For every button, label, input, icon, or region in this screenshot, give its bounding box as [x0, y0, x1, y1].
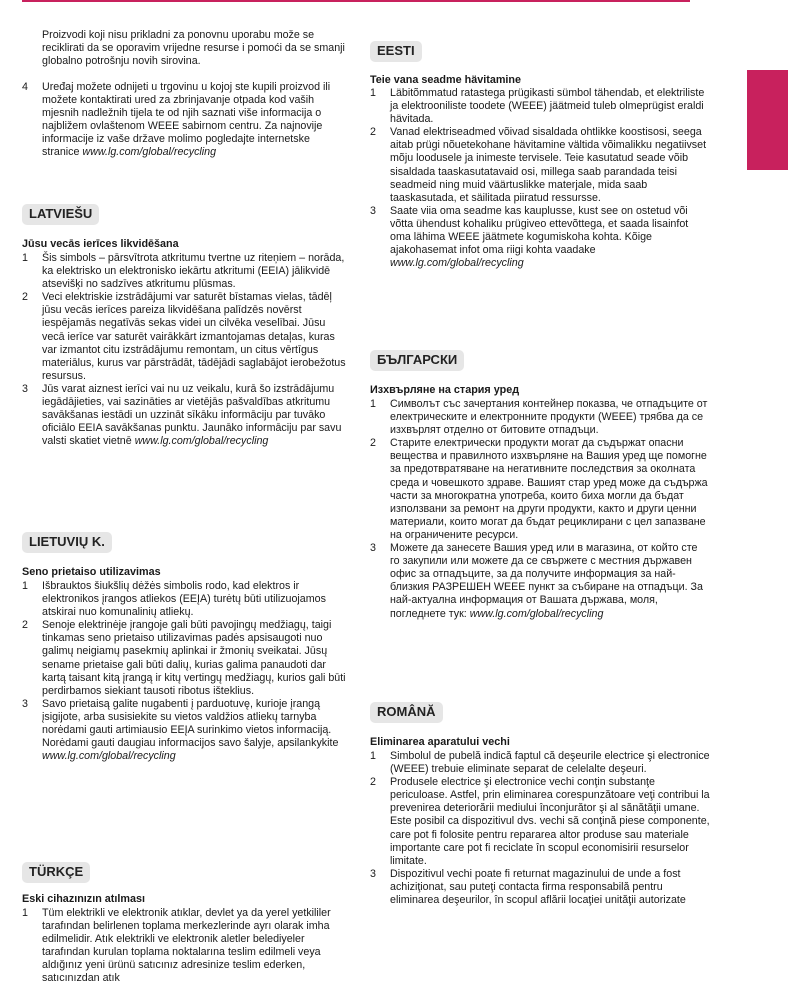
croatian-continuation [22, 29, 347, 68]
language-tab-marker [747, 70, 788, 170]
section-heading: Jūsu vecās ierīces likvidēšana [22, 238, 179, 250]
section-latvian [22, 204, 347, 448]
recycling-link[interactable]: www.lg.com/global/recycling [469, 607, 604, 620]
section-romanian [370, 702, 710, 907]
recycling-link[interactable]: www.lg.com/global/recycling [42, 750, 176, 763]
list-item: 2 Senoje elektrinėje įrangoje gali būti pavojingų medžiagų, taigi tinkamas seno prietaiso utilizavimas padės apsisaugoti nuo galimų neigiamų pasekmių aplinkai ir žmonių sveikatai. Jūsų sename prietaise gali būti dalių, kurias galima panaudoti dar kartą taisant kitą įrangą ir kitų vertingų medžiagų, kurios gali būti perdirbamos siekiant tausoti ribotus išteklius. [22, 619, 346, 697]
section-estonian [370, 41, 710, 270]
list-item: 2 Старите електрически продукти могат да съдържат опасни вещества и правилното изхвърляне на Вашия уред ще помогне за предотвратяване на негативните последствия за околната среда и човешкото здраве. Вашият стар уред може да съдържа части за многократна употреба, които биха могли да бъдат използвани за ремонт на други продукти, както и други ценни материали, които могат да бъдат рециклирани с цел запазване на ограничените ресурси. [370, 437, 708, 541]
list-item: 1 Šis simbols – pārsvītrota atkritumu tvertne uz riteņiem – norāda, ka elektrisko un elektronisko iekārtu atkritumi (EEIA) jālikvidē atsevišķi no sadzīves atkritumu plūsmas. [22, 252, 345, 291]
list-item: 3 Saate viia oma seadme kas kauplusse, kust see on ostetud või võtta ühendust kohaliku prügiveo ettevõttega, et saada lisainfot oma lähima WEEE jäätmete kogumiskoha kohta. Kõige ajakohasemat infot oma riigi kohta vaadake www.lg.com/global/recycling [370, 204, 689, 270]
section-heading: Изхвърляне на стария уред [370, 384, 520, 396]
section-bulgarian [370, 350, 710, 621]
language-badge: TÜRKÇE [22, 862, 90, 883]
croatian-item4-text: Uređaj možete odnijeti u trgovinu u kojoj ste kupili proizvod ili možete kontaktirati ured za zbrinjavanje otpada kod vaših mjesnih nadležnih tijela te od njih saznati više informacija o najbližem ovlaštenom WEEE sabirnom centru. Za najnovije informacije iz vaše države molimo pogledajte internetske stranice [42, 81, 331, 159]
language-badge: LIETUVIŲ K. [22, 532, 112, 553]
section-heading: Eliminarea aparatului vechi [370, 736, 510, 748]
section-turkish [22, 862, 347, 986]
list-item: 2 Veci elektriskie izstrādājumi var saturēt bīstamas vielas, tādēļ jūsu vecās ierīces pareiza likvidēšana palīdzēs novērst iespējamās negatīvās sekas videi un cilvēka veselībai. Jūsu vecā ierīce var saturēt vairākkārt izmantojamas detaļas, kuras var izmantot citu izstrādājumu remontam, un citus vērtīgus materiālus, kurus var pārstrādāt, tādējādi saglabājot ierobežotus resursus. [22, 291, 346, 382]
list-item: 1 Tüm elektrikli ve elektronik atıklar, devlet ya da yerel yetkililer tarafından belirlenen toplama merkezlerinde ayrı olarak imha edilmelidir. Atık elektrikli ve elektronik aletler belediyeler tarafından kurulan toplama noktalarına teslim edilmeli veya aldığınız yeni ürünü satıcınız adresinize teslim ederken, satıcınızdan atık [22, 907, 331, 985]
list-item: 3 Dispozitivul vechi poate fi returnat magazinului de unde a fost achiziţionat, sau puteţi contacta firma responsabilă pentru eliminarea deşeurilor, în scopul aflării locaţiei unităţii autorizate [370, 867, 686, 907]
section-heading: Seno prietaiso utilizavimas [22, 566, 161, 578]
list-item: 2 Produsele electrice şi electronice vechi conţin substanţe periculoase. Astfel, prin eliminarea corespunzătoare veţi contribui la prevenirea deteriorării mediului înconjurător şi al sănătăţii umane. Este posibil ca dispozitivul dvs. vechi să conţină piese componente, care pot fi folosite pentru repararea altor produse sau materiale importante care pot fi reciclate în scopul economisirii resurselor limitate. [370, 776, 710, 867]
list-item: 3 Можете да занесете Вашия уред или в магазина, от който сте го закупили или можете да се свържете с местния държавен офис за отпадъците, за да получите информация за най-близкия РАЗРЕШЕН WEEE пункт за събиране на отпадъци. За най-актуална информация от Вашата държава, моля, погледнете тук: www.lg.com/global/recycling [370, 542, 703, 620]
list-item: 3 Jūs varat aiznest ierīci vai nu uz veikalu, kurā šo izstrādājumu iegādājieties, vai sazināties ar vietējās pašvaldības atkritumu savākšanas iestādi un uzzināt sīkāku informāciju par tuvāko oficiālo EEIA savākšanas punktu. Jaunāko informāciju par savu valsti skatiet vietnē www.lg.com/global/recycling [22, 382, 342, 448]
croatian-item3-tail: Proizvodi koji nisu prikladni za ponovnu uporabu može se reciklirati da se oporavim vrijedne resurse i pomoći da se smanji globalno potrošnju novih sirovina. [42, 29, 345, 68]
list-item: 1 Išbrauktos šiukšlių dėžės simbolis rodo, kad elektros ir elektronikos įrangos atliekos (EEĮA) turėtų būti utilizuojamos atskirai nuo komunalinių atliekų. [22, 580, 326, 619]
language-badge: ROMÂNĂ [370, 702, 443, 723]
section-heading: Teie vana seadme hävitamine [370, 74, 522, 86]
recycling-link[interactable]: www.lg.com/global/recycling [390, 257, 524, 270]
croatian-item-4: 4 Uređaj možete odnijeti u trgovinu u kojoj ste kupili proizvod ili možete kontaktirati ured za zbrinjavanje otpada kod vaših mjesnih nadležnih tijela te od njih saznati više informacija o najbližem ovlaštenom WEEE sabirnom centru. Za najnovije informacije iz vaše države molimo pogledajte internetske stranice www.lg.com/global/recycling [22, 81, 331, 159]
list-item: 3 Savo prietaisą galite nugabenti į parduotuvę, kurioje įrangą įsigijote, arba susisiekite su vietos valdžios atliekų tarnyba norėdami gauti artimiausio EEĮA surinkimo vietos informaciją. Norėdami gauti daugiau informacijos savo šalyje, apsilankykite www.lg.com/global/recycling [22, 697, 339, 763]
section-lithuanian [22, 532, 347, 763]
language-badge: EESTI [370, 41, 422, 62]
section-heading: Eski cihazınızın atılması [22, 893, 146, 905]
language-badge: LATVIEŠU [22, 204, 99, 225]
language-badge: БЪЛГАРСКИ [370, 350, 464, 371]
list-item: 1 Simbolul de pubelă indică faptul că deşeurile electrice şi electronice (WEEE) trebuie eliminate separat de celelalte deşeuri. [370, 750, 710, 776]
list-item: 1 Läbitõmmatud ratastega prügikasti sümbol tähendab, et elektriliste ja elektrooniliste toodete (WEEE) jäätmeid tuleb olmeprügist eraldi hävitada. [370, 87, 705, 126]
recycling-link[interactable]: www.lg.com/global/recycling [134, 435, 269, 448]
recycling-link[interactable]: www.lg.com/global/recycling [82, 146, 217, 159]
list-item: 1 Символът със зачертания контейнер показва, че отпадъците от електрическите и електронните продукти (WEEE) трябва да се изхвърлят отделно от битовите отпадъци. [370, 398, 708, 437]
header-rule [22, 0, 690, 2]
list-item: 2 Vanad elektriseadmed võivad sisaldada ohtlikke koostisosi, seega aitab prügi nõuetekohane hävitamine vältida võimalikku negatiivset mõju loodusele ja inimeste tervisele. Teie kasutatud seade võib sisaldada taaskasutatavaid osi, millega saab parandada teisi seadmeid ning muid väärtuslikke materjale, mida saab taaskasutada, et säilitada piiratud ressursse. [370, 126, 707, 204]
